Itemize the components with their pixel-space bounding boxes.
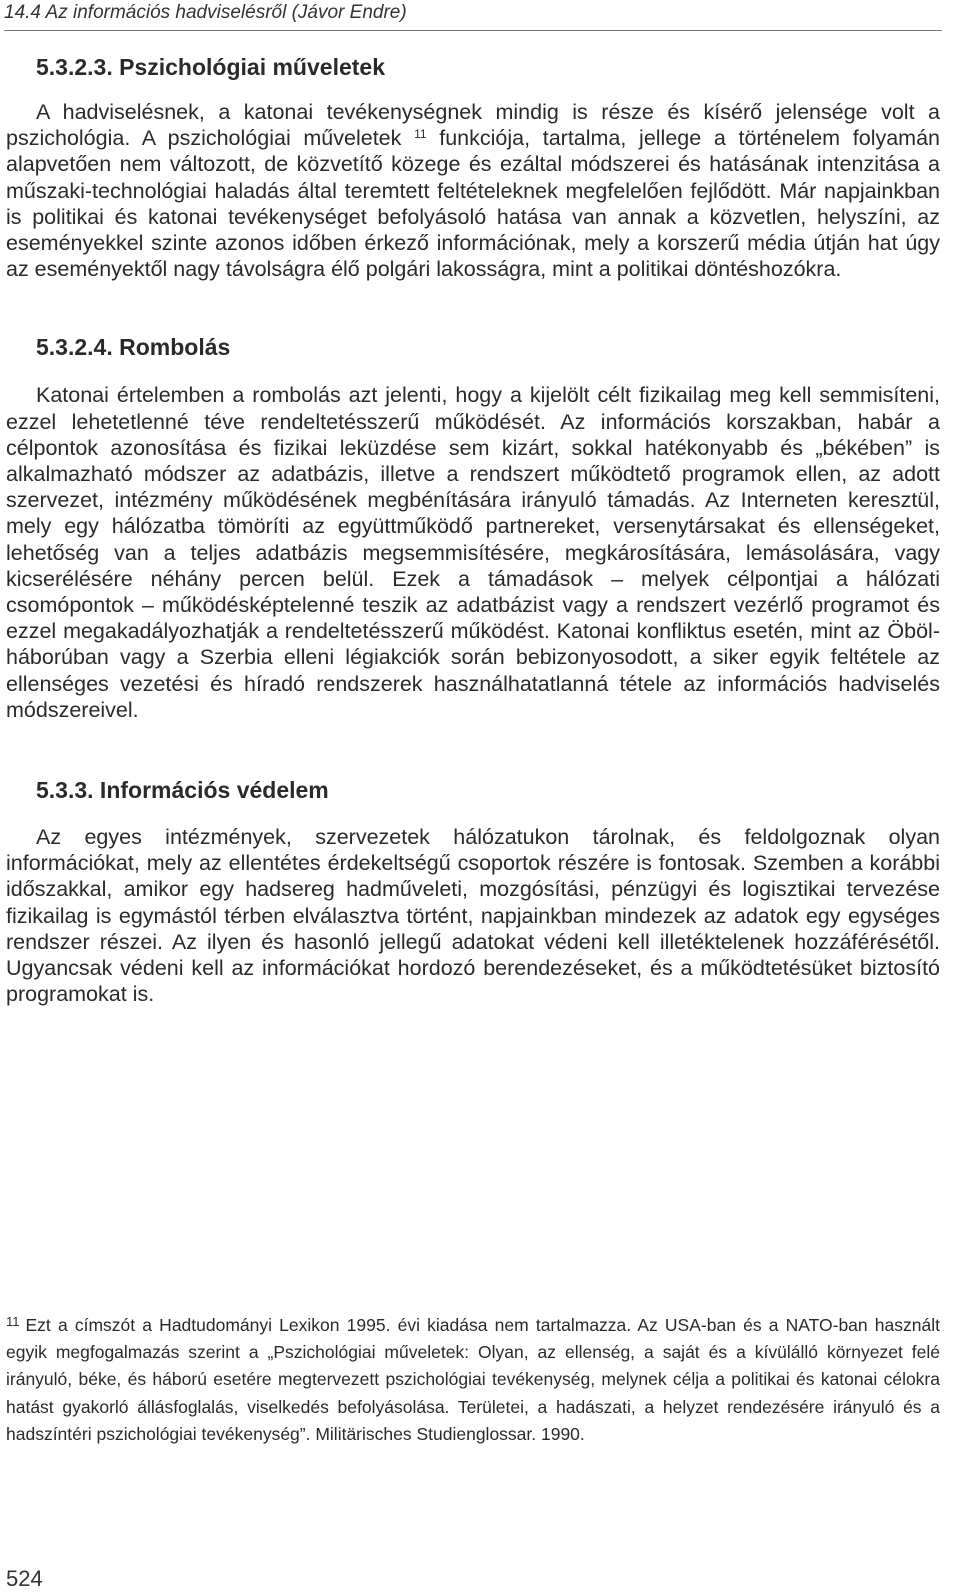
paragraph-pszichologiai-muveletek [6, 99, 940, 282]
page-number: 524 [6, 1566, 43, 1591]
footnote-reference[interactable]: 11 [414, 127, 427, 142]
paragraph-informacios-vedelem: Az egyes intézmények, szervezetek hálózatukon tárolnak, és feldolgoznak olyan információkat, mely az ellentétes érdekeltségű csoportok részére is fontosak. Szemben a korábbi időszakkal, amikor egy hadsereg hadműveleti, mozgósítási, pénzügyi és logisztikai tervezése fizikailag is egymástól térben elválasztva történt, napjainkban mindezek az adatok egy egységes rendszer részei. Az ilyen és hasonló jellegű adatokat védeni kell illetéktelenek hozzáférésétől. Ugyancsak védeni kell az információkat hordozó berendezéseket, és a működtetésüket biztosító programokat is. [6, 825, 940, 1007]
main-content [6, 40, 940, 1007]
paragraph-text-part-1: A hadviselésnek, a katonai tevékenységnek mindig is része és kísérő jelensége volt a pszichológia. A pszichológiai műveletek [6, 100, 940, 151]
footnote-mark: 11 [6, 1314, 20, 1329]
footnote-text: Ezt a címszót a Hadtudományi Lexikon 1995. évi kiadása nem tartalmazza. Az USA-ban és a NATO-ban használt egyik megfogalmazás szerint a „Pszichológiai műveletek: Olyan, az ellenség, a saját és a kívülálló környezet felé irányuló, béke, és háború esetére megtervezett pszichológiai tevékenység, melynek célja a politikai és katonai célokra hatást gyakorló állásfoglalás, viselkedés befolyásolása. Területei, a hadászati, a helyzet rendezésére irányuló és a hadszíntéri pszichológiai tevékenység”. Militärisches Studienglossar. 1990. [6, 1315, 940, 1444]
section-heading-pszichologiai-muveletek: 5.3.2.3. Pszichológiai műveletek [36, 54, 385, 80]
section-heading-informacios-vedelem: 5.3.3. Információs védelem [36, 777, 329, 804]
running-head: 14.4 Az információs hadviselésről (Jávor Endre) [4, 2, 407, 23]
section-heading-rombolas: 5.3.2.4. Rombolás [36, 334, 231, 361]
header-rule [4, 30, 942, 31]
paragraph-rombolas: Katonai értelemben a rombolás azt jelenti, hogy a kijelölt célt fizikailag meg kell semmisíteni, ezzel lehetetlenné téve rendeltetésszerű működését. Az információs korszakban, habár a célpontok azonosítása és fizikai leküzdése sem kizárt, sokkal hatékonyabb és „békében” is alkalmazható módszer az adatbázis, illetve a rendszert működtető programok ellen, az adott szervezet, intézmény működésének megbénítására irányuló támadás. Az Interneten keresztül, mely egy hálózatba tömöríti az együttműködő partnereket, versenytársakat és ellenségeket, lehetőség van a teljes adatbázis megsemmisítésére, megkárosítására, lemásolására, vagy kicserélésére néhány percen belül. Ezek a támadások – melyek célpontjai a hálózati csomópontok – működésképtelenné teszik az adatbázist vagy a rendszert vezérlő programot és ezzel megakadályozhatják a rendeltetésszerű működést. Katonai konfliktus esetén, mint az Öböl-háborúban vagy a Szerbia elleni légiakciók során bebizonyosodott, a siker egyik feltétele az ellenséges vezetési és híradó rendszerek használhatatlanná tétele az információs hadviselés módszereivel. [6, 383, 940, 722]
footnote [6, 1312, 940, 1448]
paragraph-text-part-2: funkciója, tartalma, jellege a történelem folyamán alapvetően nem változott, de közvetítő közege és ezáltal módszerei és hatásának intenzitása a műszaki-technológiai haladás által teremtett feltételeknek megfelelően fejlődött. Már napjainkban is politikai és katonai tevékenységet befolyásoló hatása van annak a közvetlen, helyszíni, az eseményekkel szinte azonos időben érkező információnak, mely a korszerű média útján hat úgy az eseményektől nagy távolságra élő polgári lakosságra, mint a politikai döntéshozókra. [6, 126, 940, 282]
